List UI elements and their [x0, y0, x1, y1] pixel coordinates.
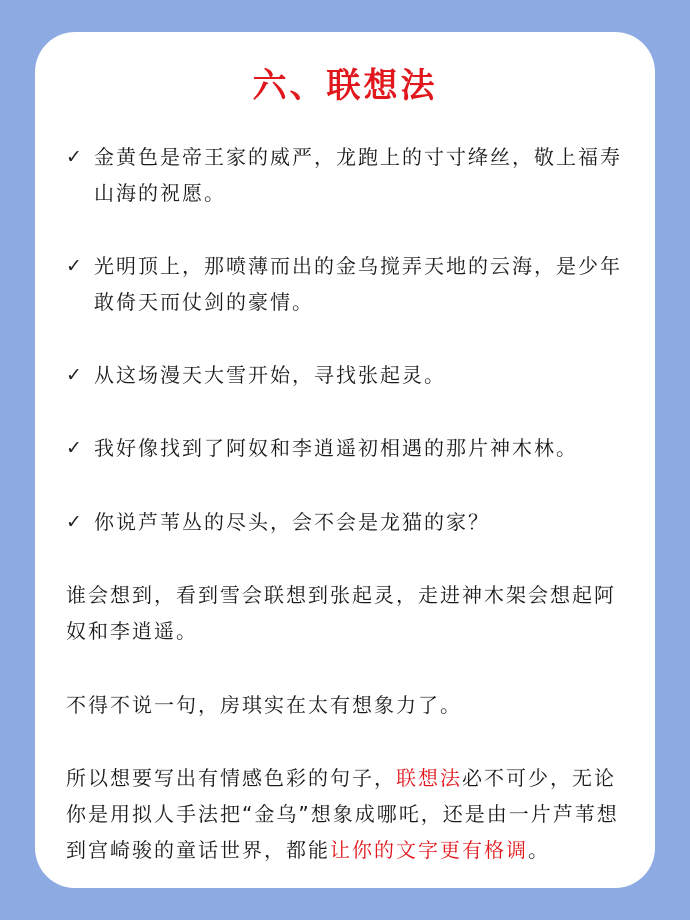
highlight-text: 联想法 — [396, 766, 462, 790]
paragraph: 谁会想到，看到雪会联想到张起灵，走进神木架会想起阿奴和李逍遥。 — [66, 583, 616, 643]
check-icon: ✓ — [66, 255, 84, 277]
bullet-text: 从这场漫天大雪开始，寻找张起灵。 — [94, 363, 446, 387]
bullet-item — [66, 139, 646, 211]
bullet-text: 光明顶上，那喷薄而出的金乌搅弄天地的云海，是少年敢倚天而仗剑的豪情。 — [94, 254, 622, 314]
check-icon: ✓ — [66, 364, 84, 386]
check-icon: ✓ — [66, 511, 84, 533]
paragraph-text: 必不可少，无论你是用拟人手法把“金乌”想象成哪吒，还是由一片芦苇想到宫崎骏的童话世界，都能 — [66, 766, 619, 862]
check-icon: ✓ — [66, 146, 84, 168]
check-icon: ✓ — [66, 437, 84, 459]
page-title: 六、联想法 — [252, 66, 438, 106]
bullet-item — [66, 504, 646, 540]
bullet-text: 金黄色是帝王家的威严，龙跑上的寸寸绛丝，敬上福寿山海的祝愿。 — [94, 145, 622, 205]
paragraph: 不得不说一句，房琪实在太有想象力了。 — [66, 693, 462, 717]
paragraph — [66, 760, 628, 868]
highlight-text: 让你的文字更有格调 — [330, 838, 528, 862]
bullet-item — [66, 357, 646, 393]
bullet-item — [66, 430, 646, 466]
bullet-text: 我好像找到了阿奴和李逍遥初相遇的那片神木林。 — [94, 436, 578, 460]
paragraph-text: 。 — [528, 838, 550, 862]
bullet-text: 你说芦苇丛的尽头，会不会是龙猫的家？ — [94, 510, 490, 534]
paragraph-text: 所以想要写出有情感色彩的句子， — [66, 766, 396, 790]
bullet-item — [66, 248, 646, 320]
